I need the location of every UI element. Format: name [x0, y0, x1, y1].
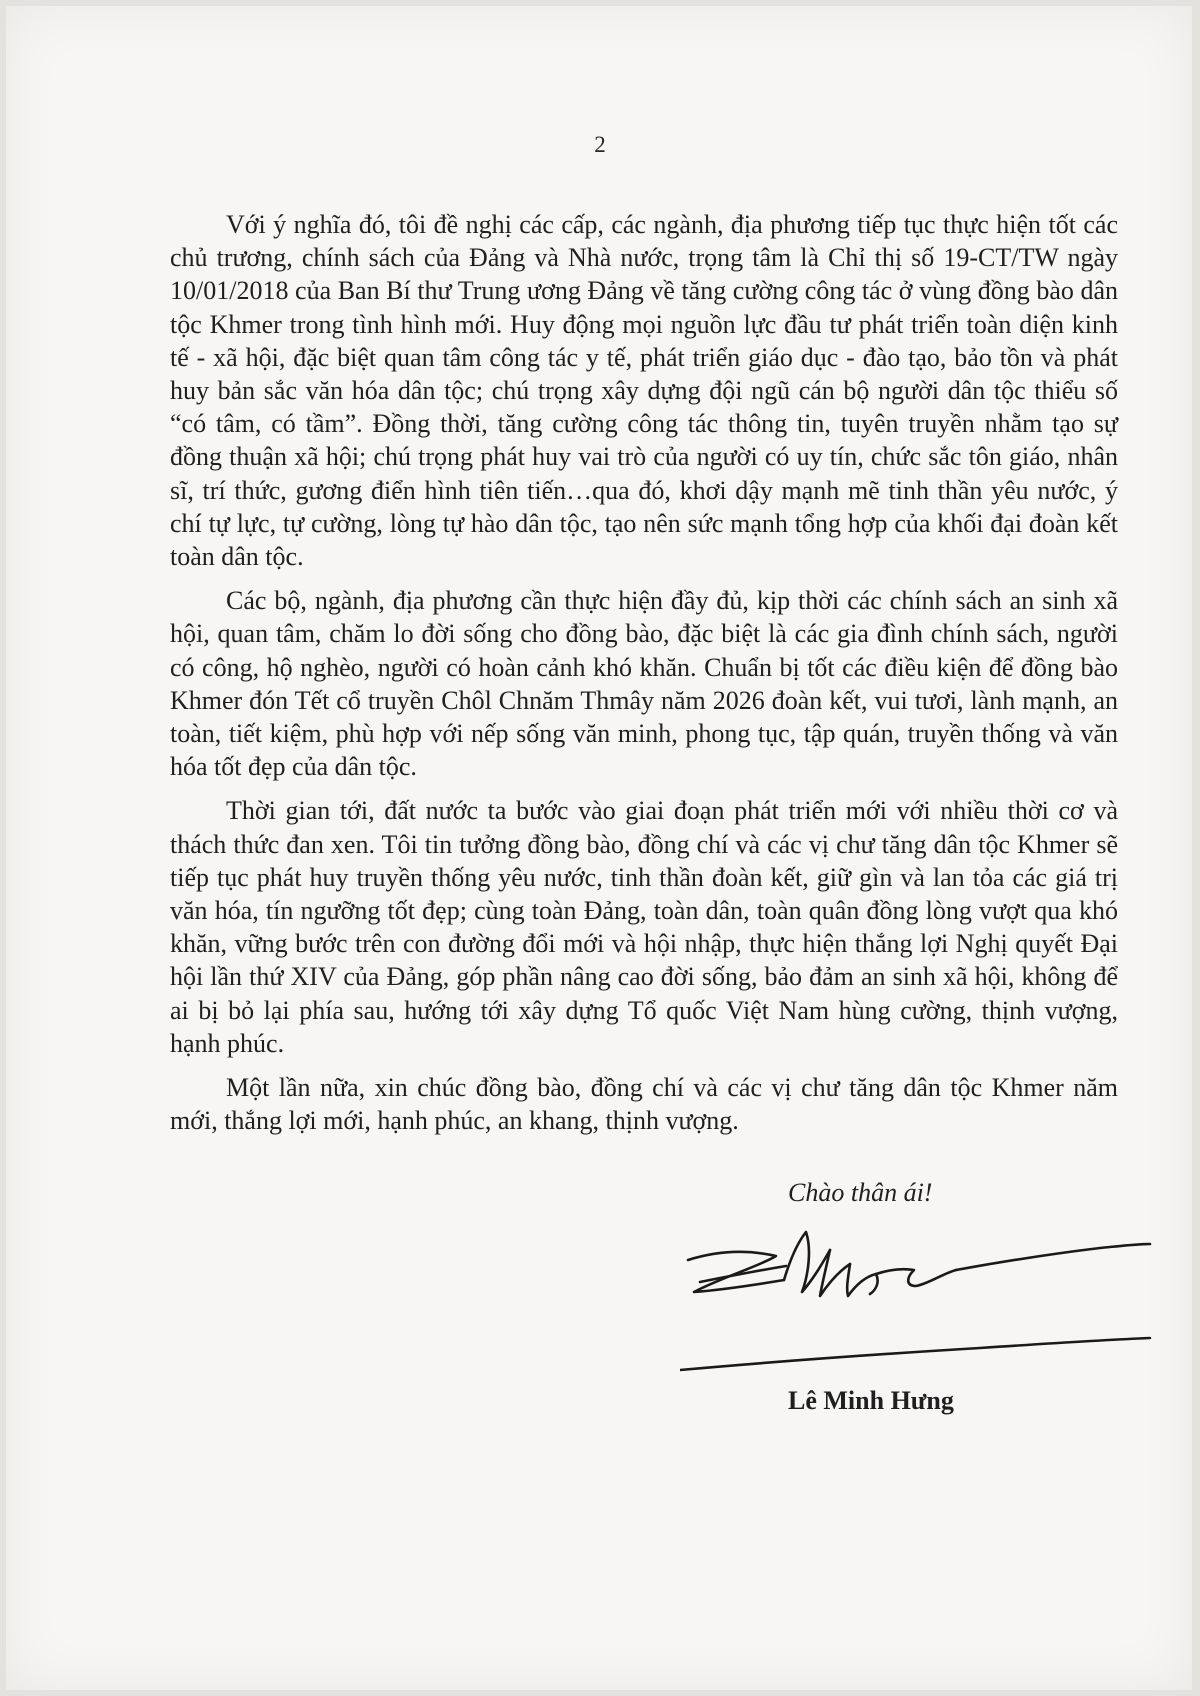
- closing-salutation: Chào thân ái!: [788, 1178, 933, 1207]
- paragraph-2: Các bộ, ngành, địa phương cần thực hiện đầy đủ, kịp thời các chính sách an sinh xã hội, quan tâm, chăm lo đời sống cho đồng bào, đặc biệt là các gia đình chính sách, người có công, hộ nghèo, người có hoàn cảnh khó khăn. Chuẩn bị tốt các điều kiện để đồng bào Khmer đón Tết cổ truyền Chôl Chnăm Thmây năm 2026 đoàn kết, vui tươi, lành mạnh, an toàn, tiết kiệm, phù hợp với nếp sống văn minh, phong tục, tập quán, truyền thống và văn hóa tốt đẹp của dân tộc.: [170, 586, 1118, 782]
- handwritten-signature: [680, 1220, 1160, 1390]
- letter-body: [170, 208, 1118, 1148]
- page-number: 2: [594, 132, 606, 157]
- paragraph-1: Với ý nghĩa đó, tôi đề nghị các cấp, các ngành, địa phương tiếp tục thực hiện tốt các chủ trương, chính sách của Đảng và Nhà nước, trọng tâm là Chỉ thị số 19-CT/TW ngày 10/01/2018 của Ban Bí thư Trung ương Đảng về tăng cường công tác ở vùng đồng bào dân tộc Khmer trong tình hình mới. Huy động mọi nguồn lực đầu tư phát triển toàn diện kinh tế - xã hội, đặc biệt quan tâm công tác y tế, phát triển giáo dục - đào tạo, bảo tồn và phát huy bản sắc văn hóa dân tộc; chú trọng xây dựng đội ngũ cán bộ người dân tộc thiểu số “có tâm, có tầm”. Đồng thời, tăng cường công tác thông tin, tuyên truyền nhằm tạo sự đồng thuận xã hội; chú trọng phát huy vai trò của người có uy tín, chức sắc tôn giáo, nhân sĩ, trí thức, gương điển hình tiên tiến…qua đó, khơi dậy mạnh mẽ tinh thần yêu nước, ý chí tự lực, tự cường, lòng tự hào dân tộc, tạo nên sức mạnh tổng hợp của khối đại đoàn kết toàn dân tộc.: [170, 210, 1118, 572]
- paragraph-4: Một lần nữa, xin chúc đồng bào, đồng chí và các vị chư tăng dân tộc Khmer năm mới, thắng lợi mới, hạnh phúc, an khang, thịnh vượng.: [170, 1073, 1118, 1136]
- signer-name: Lê Minh Hưng: [788, 1386, 954, 1415]
- paragraph-3: Thời gian tới, đất nước ta bước vào giai đoạn phát triển mới với nhiều thời cơ và thách thức đan xen. Tôi tin tưởng đồng bào, đồng chí và các vị chư tăng dân tộc Khmer sẽ tiếp tục phát huy truyền thống yêu nước, tinh thần đoàn kết, giữ gìn và lan tỏa các giá trị văn hóa, tín ngưỡng tốt đẹp; cùng toàn Đảng, toàn dân, toàn quân đồng lòng vượt qua khó khăn, vững bước trên con đường đổi mới và hội nhập, thực hiện thắng lợi Nghị quyết Đại hội lần thứ XIV của Đảng, góp phần nâng cao đời sống, bảo đảm an sinh xã hội, không để ai bị bỏ lại phía sau, hướng tới xây dựng Tổ quốc Việt Nam hùng cường, thịnh vượng, hạnh phúc.: [170, 796, 1118, 1058]
